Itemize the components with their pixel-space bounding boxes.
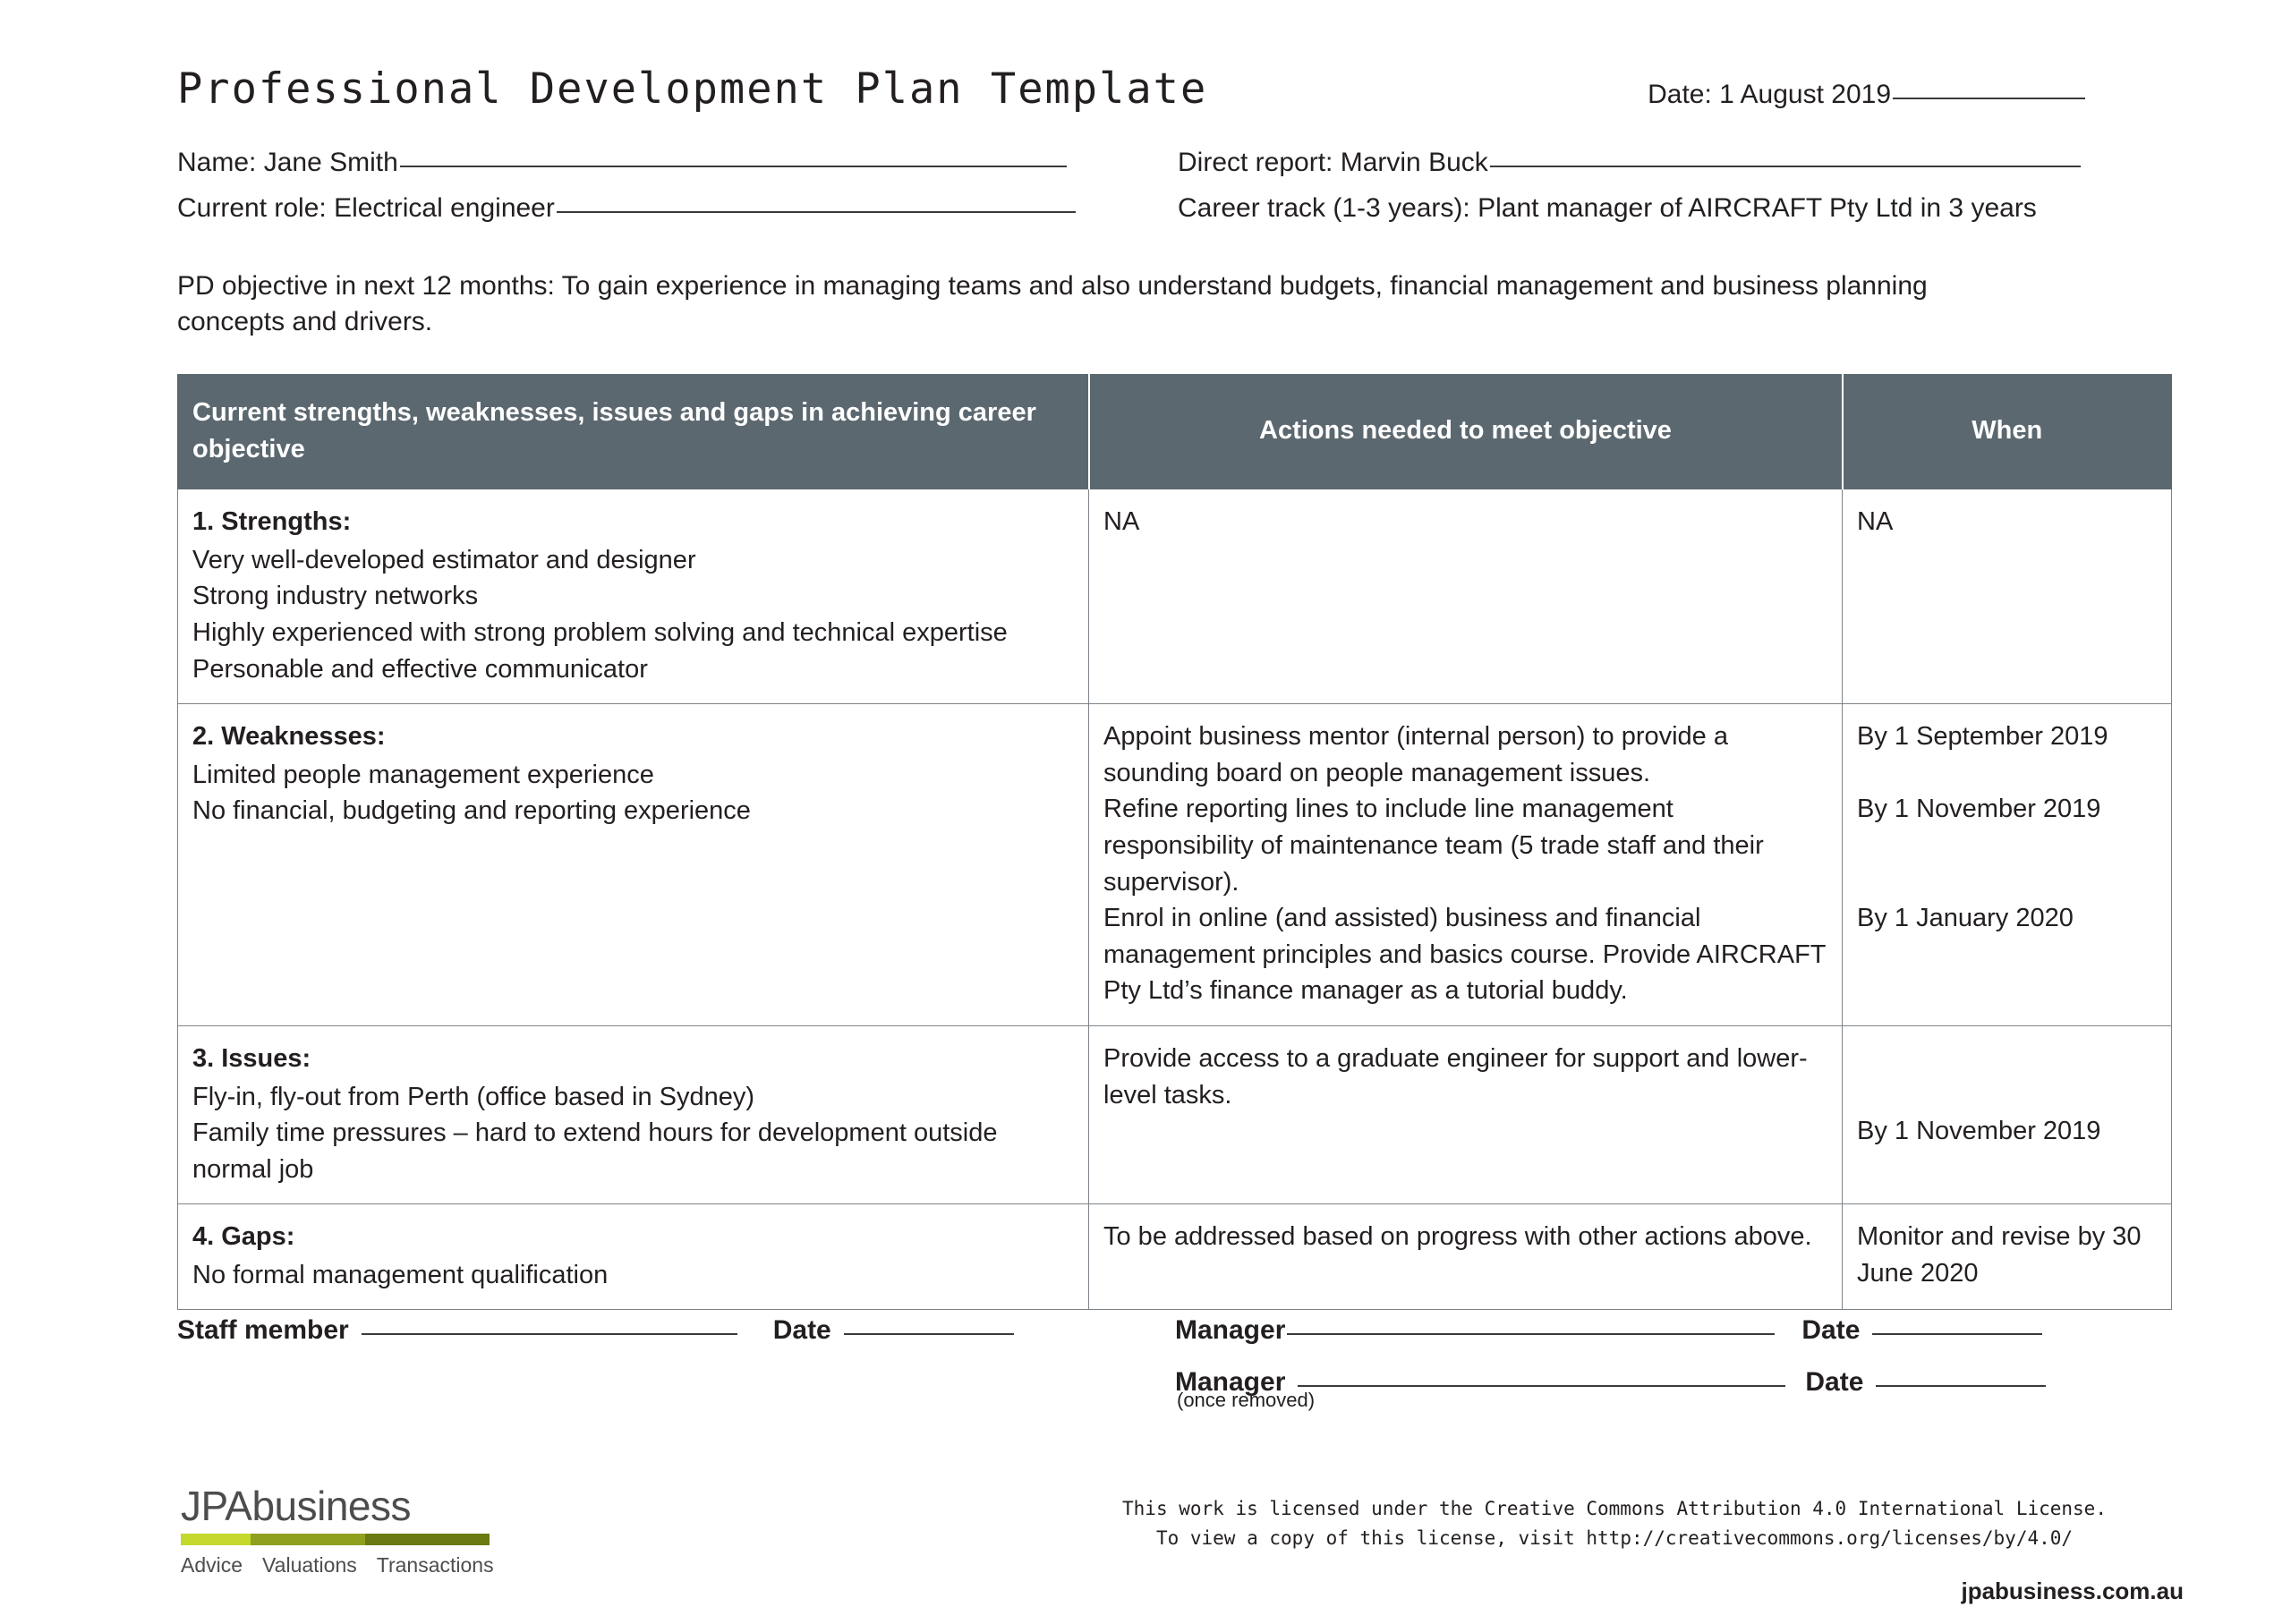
manager-date-label: Date xyxy=(1801,1315,1861,1345)
category-item: Strong industry networks xyxy=(192,582,479,611)
field-row-2 xyxy=(177,193,2173,224)
when-item: By 1 November 2019 xyxy=(1857,1117,2101,1146)
category-item: Highly experienced with strong problem solving and technical expertise xyxy=(192,617,1008,647)
manager-signature-row xyxy=(1175,1315,2173,1346)
manager-label: Manager xyxy=(1175,1315,1286,1345)
current-role-label: Current role: Electrical engineer xyxy=(177,193,555,223)
signature-column-staff xyxy=(177,1315,1175,1412)
cell-when-gaps xyxy=(1843,1204,2172,1310)
when-item: Monitor and revise by 30 June 2020 xyxy=(1857,1222,2142,1288)
staff-member-signature-line[interactable] xyxy=(362,1333,737,1335)
category-title: 3. Issues: xyxy=(192,1043,311,1073)
category-item: Very well-developed estimator and designer xyxy=(192,545,696,574)
table-row xyxy=(178,489,2172,704)
name-blank-rule xyxy=(400,166,1067,167)
name-field xyxy=(177,148,1178,178)
table-header-row xyxy=(178,375,2172,489)
logo-color-bars xyxy=(181,1534,490,1545)
date-field xyxy=(1648,80,2184,110)
cell-category-issues xyxy=(178,1025,1089,1203)
career-track-label: Career track (1-3 years): Plant manager of AIRCRAFT Pty Ltd in 3 years xyxy=(1178,193,2037,223)
category-title: 4. Gaps: xyxy=(192,1222,295,1252)
category-title: 2. Weaknesses: xyxy=(192,722,386,752)
table-row xyxy=(178,1204,2172,1310)
cell-category-gaps xyxy=(178,1204,1089,1310)
date-label: Date: 1 August 2019 xyxy=(1648,80,1891,109)
manager2-signature-line[interactable] xyxy=(1298,1385,1785,1387)
tagline-transactions: Transactions xyxy=(376,1553,494,1577)
when-spacer xyxy=(1857,755,2157,792)
when-spacer xyxy=(1857,1077,2157,1114)
signature-block xyxy=(177,1315,2173,1412)
column-header-actions: Actions needed to meet objective xyxy=(1089,375,1843,489)
manager2-date-line[interactable] xyxy=(1876,1385,2046,1387)
logo-tagline xyxy=(181,1553,494,1577)
cell-category-weaknesses xyxy=(178,704,1089,1026)
cell-category-strengths xyxy=(178,489,1089,704)
cell-when-strengths xyxy=(1843,489,2172,704)
category-item: Limited people management experience xyxy=(192,760,654,789)
title-row xyxy=(177,64,2184,114)
when-spacer xyxy=(1857,828,2157,864)
staff-member-label: Staff member xyxy=(177,1315,349,1345)
staff-member-signature-row xyxy=(177,1315,1175,1346)
license-line-2: To view a copy of this license, visit http://creativecommons.org/licenses/by/4.0/ xyxy=(1155,1526,2074,1549)
category-item: Family time pressures – hard to extend hours for development outside normal job xyxy=(192,1118,998,1184)
website-url: jpabusiness.com.au xyxy=(1961,1577,2184,1604)
when-item: By 1 January 2020 xyxy=(1857,904,2074,933)
jpabusiness-logo xyxy=(181,1483,494,1577)
category-item: No formal management qualification xyxy=(192,1260,609,1289)
action-item: Provide access to a graduate engineer for support and lower-level tasks. xyxy=(1103,1043,1808,1110)
direct-report-blank-rule xyxy=(1490,166,2081,167)
category-item: No financial, budgeting and reporting experience xyxy=(192,796,751,826)
column-header-strengths-weaknesses: Current strengths, weaknesses, issues and gaps in achieving career objective xyxy=(178,375,1089,489)
cell-actions-gaps xyxy=(1089,1204,1843,1310)
action-item: To be addressed based on progress with other actions above. xyxy=(1103,1222,1812,1252)
action-item: Enrol in online (and assisted) business and financial management principles and basics course. Provide AIRCRAFT Pty Ltd’s finance manager as a tutorial buddy. xyxy=(1103,904,1827,1006)
action-item: NA xyxy=(1103,507,1140,537)
when-spacer xyxy=(1857,864,2157,901)
table-row xyxy=(178,704,2172,1026)
cell-actions-strengths xyxy=(1089,489,1843,704)
once-removed-note: (once removed) xyxy=(1177,1389,1316,1411)
category-item: Fly-in, fly-out from Perth (office based in Sydney) xyxy=(192,1082,755,1111)
name-label: Name: Jane Smith xyxy=(177,148,398,177)
page-title: Professional Development Plan Template xyxy=(177,64,1208,114)
category-item: Personable and effective communicator xyxy=(192,654,648,684)
pd-objective-text: PD objective in next 12 months: To gain experience in managing teams and also understand budgets, financial management and business planning concepts and drivers. xyxy=(177,271,1928,336)
direct-report-field xyxy=(1178,148,2173,178)
signature-grid xyxy=(177,1315,2173,1412)
when-item: By 1 November 2019 xyxy=(1857,795,2101,824)
table-row xyxy=(178,1025,2172,1203)
manager2-date-label: Date xyxy=(1805,1367,1864,1397)
logo-bar-mid-green xyxy=(251,1534,365,1545)
staff-date-line[interactable] xyxy=(844,1333,1014,1335)
cell-when-issues xyxy=(1843,1025,2172,1203)
action-item: Refine reporting lines to include line management responsibility of maintenance team (5 trade staff and their supervisor). xyxy=(1103,795,1764,897)
when-item: NA xyxy=(1857,507,1894,537)
current-role-blank-rule xyxy=(557,211,1076,213)
logo-bar-dark-green xyxy=(365,1534,490,1545)
development-plan-table xyxy=(177,374,2172,1310)
category-title: 1. Strengths: xyxy=(192,507,352,537)
manager2-label: Manager xyxy=(1175,1367,1286,1397)
license-text xyxy=(1056,1494,2173,1552)
tagline-advice: Advice xyxy=(181,1553,243,1577)
column-header-when: When xyxy=(1843,375,2172,489)
when-item: By 1 September 2019 xyxy=(1857,722,2108,752)
action-item: Appoint business mentor (internal person) to provide a sounding board on people management issues. xyxy=(1103,722,1728,787)
current-role-field xyxy=(177,193,1178,224)
header-fields xyxy=(177,148,2173,239)
license-line-1: This work is licensed under the Creative Commons Attribution 4.0 International License. xyxy=(1122,1498,2107,1519)
logo-wordmark: JPAbusiness xyxy=(181,1483,412,1529)
career-track-field xyxy=(1178,193,2173,224)
cell-when-weaknesses xyxy=(1843,704,2172,1026)
date-blank-rule xyxy=(1893,98,2085,99)
signature-column-manager xyxy=(1175,1315,2173,1412)
manager-signature-line[interactable] xyxy=(1287,1333,1775,1335)
manager-date-line[interactable] xyxy=(1872,1333,2042,1335)
staff-date-label: Date xyxy=(772,1315,831,1345)
cell-actions-weaknesses xyxy=(1089,704,1843,1026)
tagline-valuations: Valuations xyxy=(262,1553,357,1577)
when-spacer xyxy=(1857,1041,2157,1077)
logo-bar-light-green xyxy=(181,1534,251,1545)
field-row-1 xyxy=(177,148,2173,178)
direct-report-label: Direct report: Marvin Buck xyxy=(1178,148,1488,177)
cell-actions-issues xyxy=(1089,1025,1843,1203)
